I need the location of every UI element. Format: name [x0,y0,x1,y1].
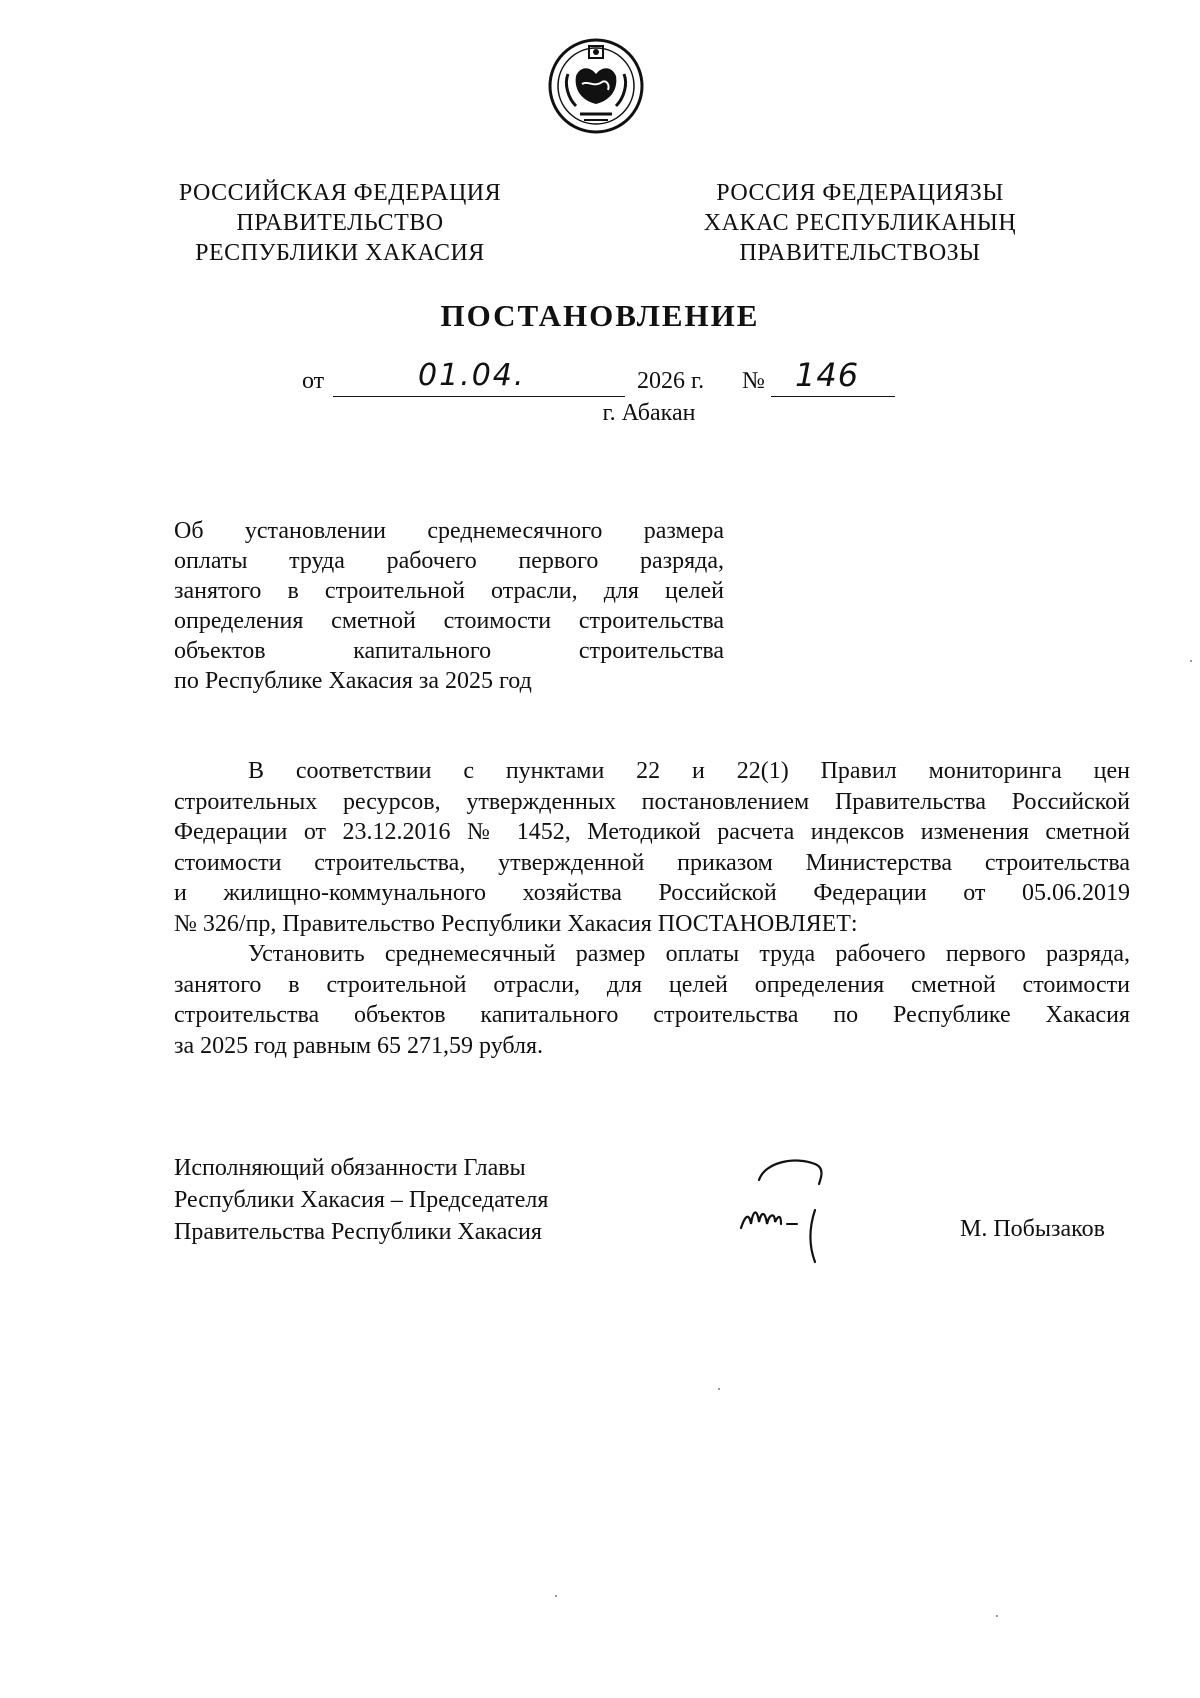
body-line: В соответствии с пунктами 22 и 22(1) Правил мониторинга цен [248,758,1130,784]
coat-of-arms-emblem [546,36,646,136]
subject-block [174,516,724,696]
signatory-name: М. Побызаков [960,1216,1105,1242]
signatory-line: Республики Хакасия – Председателя [174,1187,549,1213]
subject-line: занятого в строительной отрасли, для целей [174,578,724,604]
date-line [0,356,1200,402]
body-text [174,756,1130,1061]
body-line: строительных ресурсов, утвержденных постановлением Правительства Российской [174,788,1130,815]
document-title: ПОСТАНОВЛЕНИЕ [440,298,760,333]
scan-speck [1190,660,1192,662]
body-line: № 326/пр, Правительство Республики Хакасия ПОСТАНОВЛЯЕТ: [174,910,858,937]
date-underline [333,396,625,397]
city-line [0,400,1200,427]
body-line: за 2025 год равным 65 271,59 рубля. [174,1032,544,1059]
header-right-line3: ПРАВИТЕЛЬСТВОЗЫ [739,240,981,266]
body-line: Федерации от 23.12.2016 № 1452, Методикой расчета индексов изменения сметной [174,819,1130,845]
handwritten-number: 146 [795,356,860,394]
subject-line: по Республике Хакасия за 2025 год [174,668,532,694]
subject-line: определения сметной стоимости строительства [174,608,724,634]
body-line: занятого в строительной отрасли, для целей определения сметной стоимости [174,971,1130,998]
header-left [140,178,540,268]
scan-speck [718,1388,720,1390]
body-line: строительства объектов капитального строительства по Республике Хакасия [174,1002,1130,1028]
handwritten-signature [735,1150,855,1270]
header-left-line3: РЕСПУБЛИКИ ХАКАСИЯ [195,240,485,266]
city-name: г. Абакан [602,400,696,426]
header-left-line2: ПРАВИТЕЛЬСТВО [236,210,444,236]
body-line: стоимости строительства, утвержденной приказом Министерства строительства [174,849,1130,876]
scan-speck [555,1595,557,1597]
header-left-line1: РОССИЙСКАЯ ФЕДЕРАЦИЯ [178,180,502,206]
signatory-title [174,1152,548,1248]
subject-line: объектов капитального строительства [174,638,724,664]
handwritten-date: 01.04. [418,358,526,393]
header-right-line1: РОССИЯ ФЕДЕРАЦИЯЗЫ [716,180,1004,206]
from-label: от [302,368,325,394]
number-label: № [742,368,765,394]
subject-line: Об установлении среднемесячного размера [174,518,724,544]
scan-speck [996,1615,998,1617]
year-label: 2026 г. [637,368,705,394]
signatory-line: Исполняющий обязанности Главы [174,1155,526,1181]
header-right-line2: ХАКАС РЕСПУБЛИКАНЫҢ [703,210,1017,236]
subject-line: оплаты труда рабочего первого разряда, [174,548,724,574]
body-line: и жилищно-коммунального хозяйства Российской Федерации от 05.06.2019 [174,880,1130,906]
body-line: Установить среднемесячный размер оплаты труда рабочего первого разряда, [248,941,1130,967]
header-right [650,178,1070,268]
signatory-line: Правительства Республики Хакасия [174,1219,542,1245]
number-underline [771,396,895,397]
